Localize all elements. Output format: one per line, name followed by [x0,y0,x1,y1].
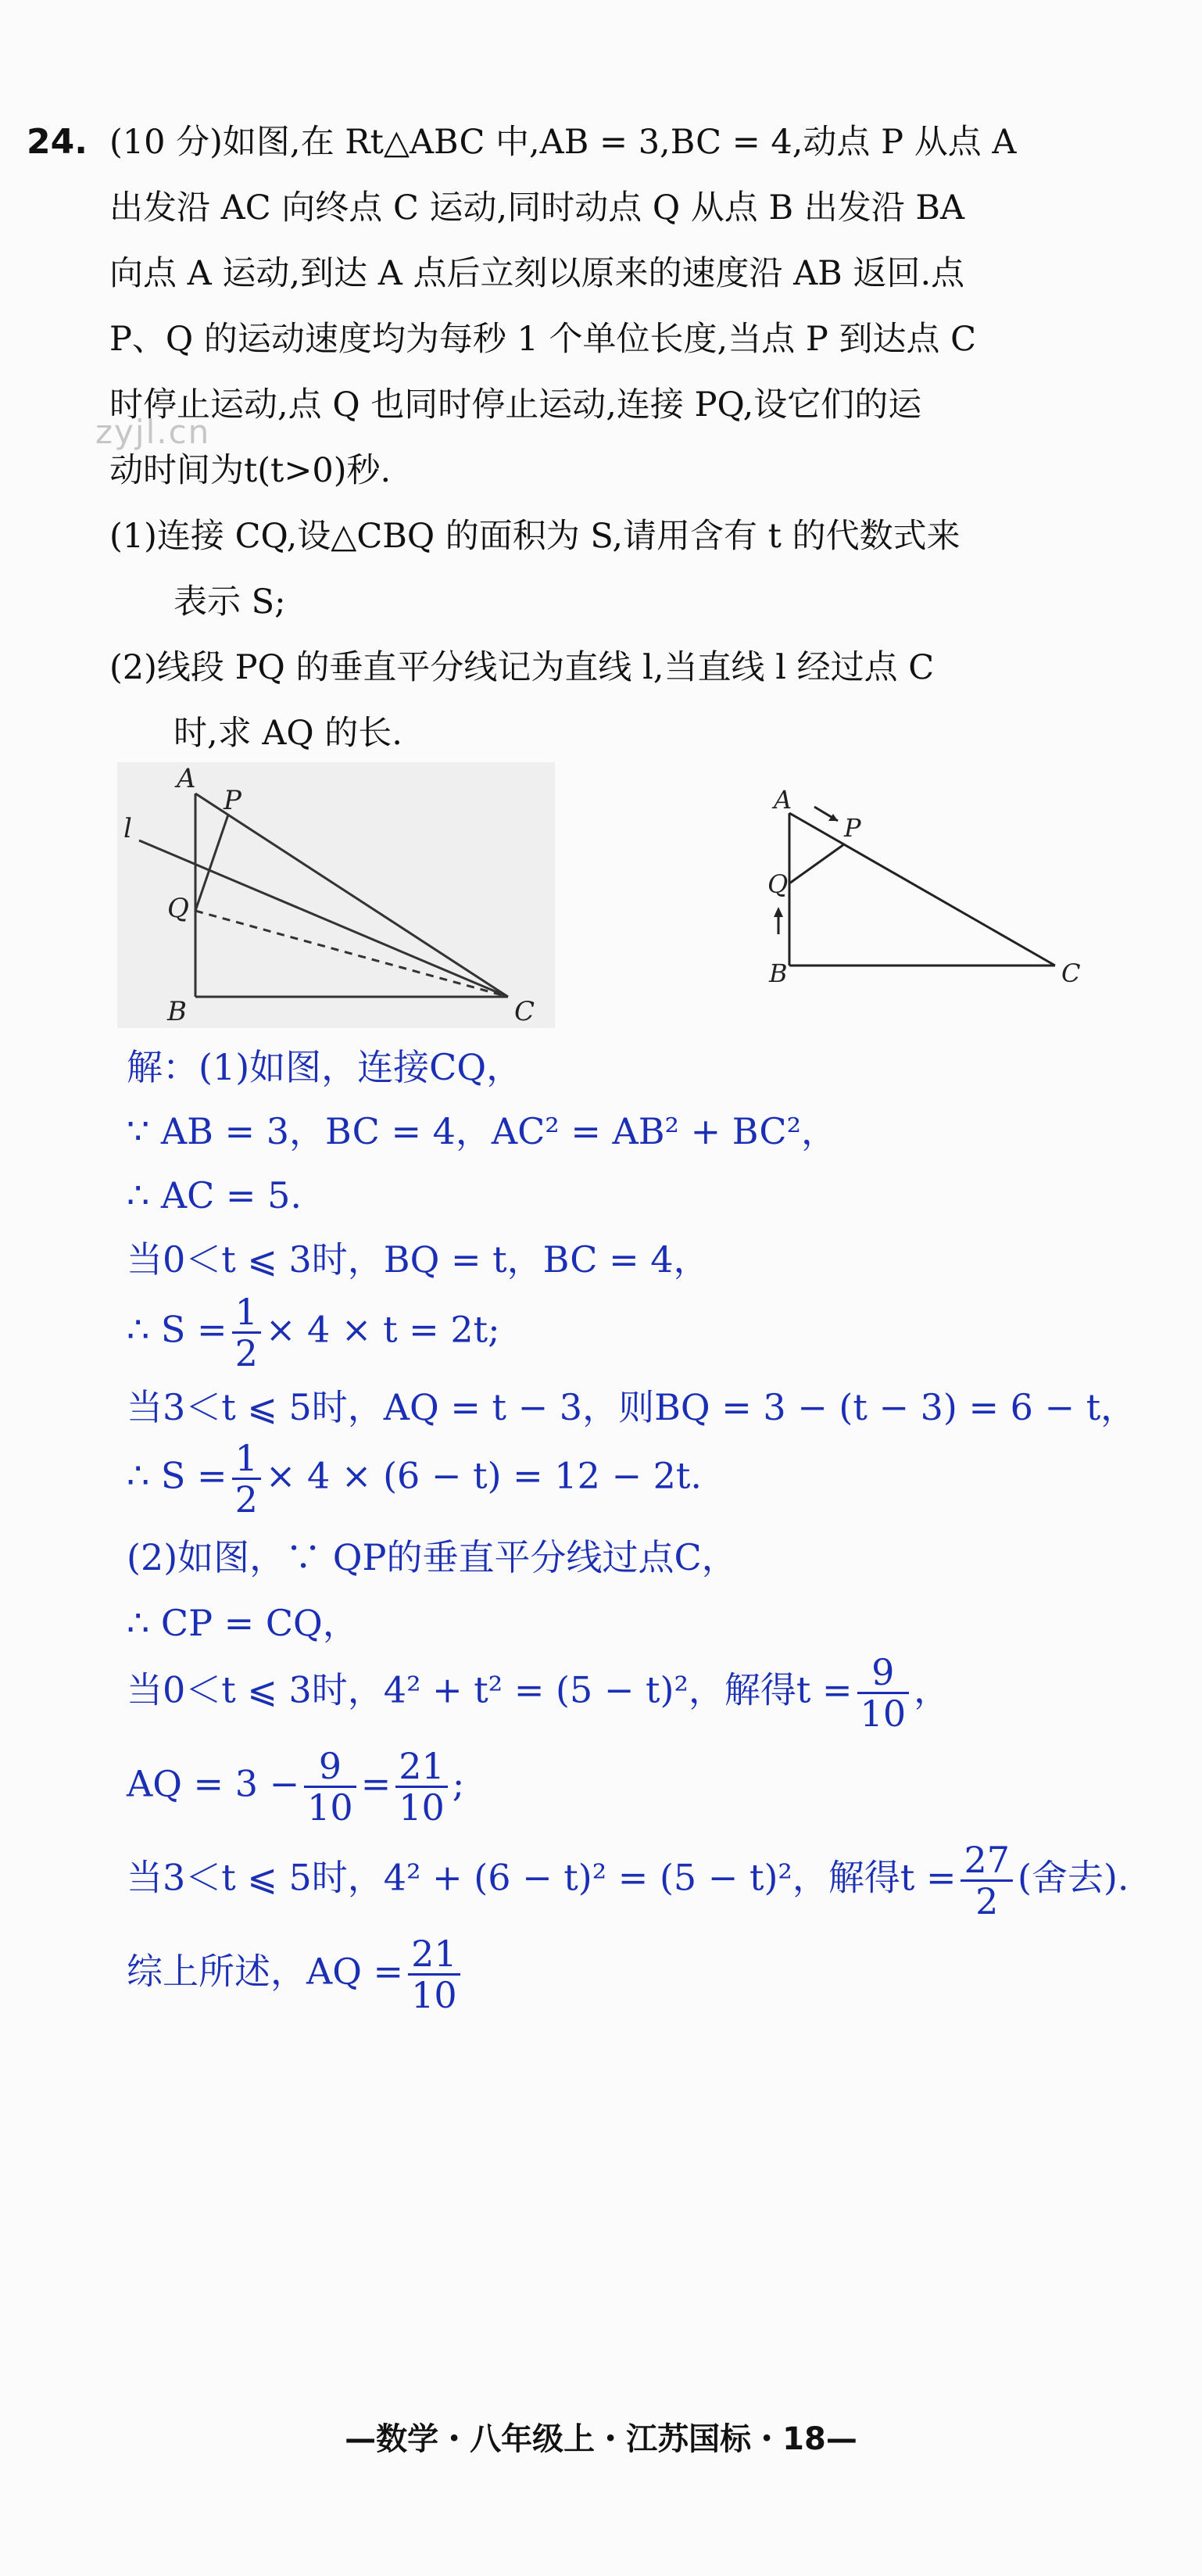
text: = [360,1762,392,1805]
solution-line: ∴ AC = 5. [127,1174,302,1216]
fraction [961,1840,1013,1921]
numerator: 21 [399,1745,445,1787]
label-q: Q [167,893,189,924]
denominator: 10 [857,1692,910,1733]
figure-left-diagram [117,762,555,1028]
figure-right-diagram [766,790,1094,1009]
label-a: A [177,763,196,794]
numerator: 1 [234,1437,258,1479]
label-c: C [514,996,535,1027]
page-footer: —数学・八年级上・江苏国标・18— [345,2421,857,2457]
denominator: 10 [408,1973,460,2015]
numerator: 9 [318,1745,342,1787]
denominator: 2 [232,1478,261,1519]
part-1-line: (1)连接 CQ,设△CBQ 的面积为 S,请用含有 t 的代数式来 [109,517,961,556]
label-p: P [844,813,861,843]
solution-line [127,1934,465,2015]
solution-line: (2)如图，∵ QP的垂直平分线过点C， [127,1536,738,1578]
solution-line [127,1292,500,1373]
fraction [304,1747,356,1827]
question-line: (10 分)如图,在 Rt△ABC 中,AB = 3,BC = 4,动点 P 从点 A [109,123,1017,162]
text: ∴ S = [127,1308,227,1351]
text: 综上所述，AQ = [127,1950,404,1993]
numerator: 21 [411,1933,457,1975]
text: (舍去). [1018,1856,1129,1899]
text: 当3＜t ⩽ 5时，4² + (6 − t)² = (5 − t)²，解得t = [127,1856,957,1899]
text: ， [914,1668,950,1711]
fraction [232,1292,261,1373]
part-2-line: 时,求 AQ 的长. [174,714,402,753]
text: × 4 × (6 − t) = 12 − 2t. [265,1454,702,1497]
label-c: C [1061,958,1081,988]
segment-pq [195,815,228,911]
question-line: 动时间为t(t>0)秒. [109,451,392,490]
numerator: 1 [234,1291,258,1333]
part-1-line: 表示 S; [174,582,286,622]
solution-line [127,1747,464,1827]
fraction [232,1438,261,1519]
segment-qc [195,911,508,997]
text: ; [452,1762,465,1805]
question-number: 24. [27,122,88,162]
fraction [408,1934,460,2015]
side-ac [195,794,508,997]
solution-line: ∵ AB = 3，BC = 4，AC² = AB² + BC²， [127,1110,838,1152]
denominator: 10 [395,1786,448,1827]
solution-line [127,1653,950,1733]
denominator: 2 [961,1879,1013,1921]
question-line: 出发沿 AC 向终点 C 运动,同时动点 Q 从点 B 出发沿 BA [109,188,965,228]
text: ∴ S = [127,1454,227,1497]
arrow-q-head-icon [774,907,783,917]
fraction [395,1747,448,1827]
part-2-line: (2)线段 PQ 的垂直平分线记为直线 l,当直线 l 经过点 C [109,648,935,687]
question-line: 向点 A 运动,到达 A 点后立刻以原来的速度沿 AB 返回.点 [109,254,965,293]
numerator: 9 [871,1651,895,1693]
solution-line [127,1840,1129,1921]
side-ac [789,813,1055,966]
label-b: B [769,958,788,988]
label-a: A [774,790,792,815]
text: × 4 × t = 2t; [265,1308,500,1351]
denominator: 10 [304,1786,356,1827]
label-q: Q [767,869,789,899]
label-b: B [167,996,187,1027]
question-line: 时停止运动,点 Q 也同时停止运动,连接 PQ,设它们的运 [109,385,922,425]
figure-left [117,762,555,1028]
label-p: P [224,785,241,816]
fraction [857,1653,910,1733]
numerator: 27 [964,1839,1011,1881]
text: AQ = 3 − [127,1762,300,1805]
segment-pq [789,844,844,883]
watermark: zyjl.cn [95,413,211,451]
solution-line: 解：(1)如图，连接CQ， [127,1046,523,1088]
solution-line: 当0＜t ⩽ 3时，BQ = t，BC = 4， [127,1238,710,1281]
denominator: 2 [232,1331,261,1373]
text: 当0＜t ⩽ 3时，4² + t² = (5 − t)²，解得t = [127,1668,853,1711]
solution-line: ∴ CP = CQ， [127,1602,359,1644]
label-l: l [123,813,132,844]
solution-line [127,1438,702,1519]
question-line: P、Q 的运动速度均为每秒 1 个单位长度,当点 P 到达点 C [109,320,977,359]
solution-line: 当3＜t ⩽ 5时，AQ = t − 3，则BQ = 3 − (t − 3) = 6 − t， [127,1386,1137,1428]
figure-right [766,790,1094,1009]
